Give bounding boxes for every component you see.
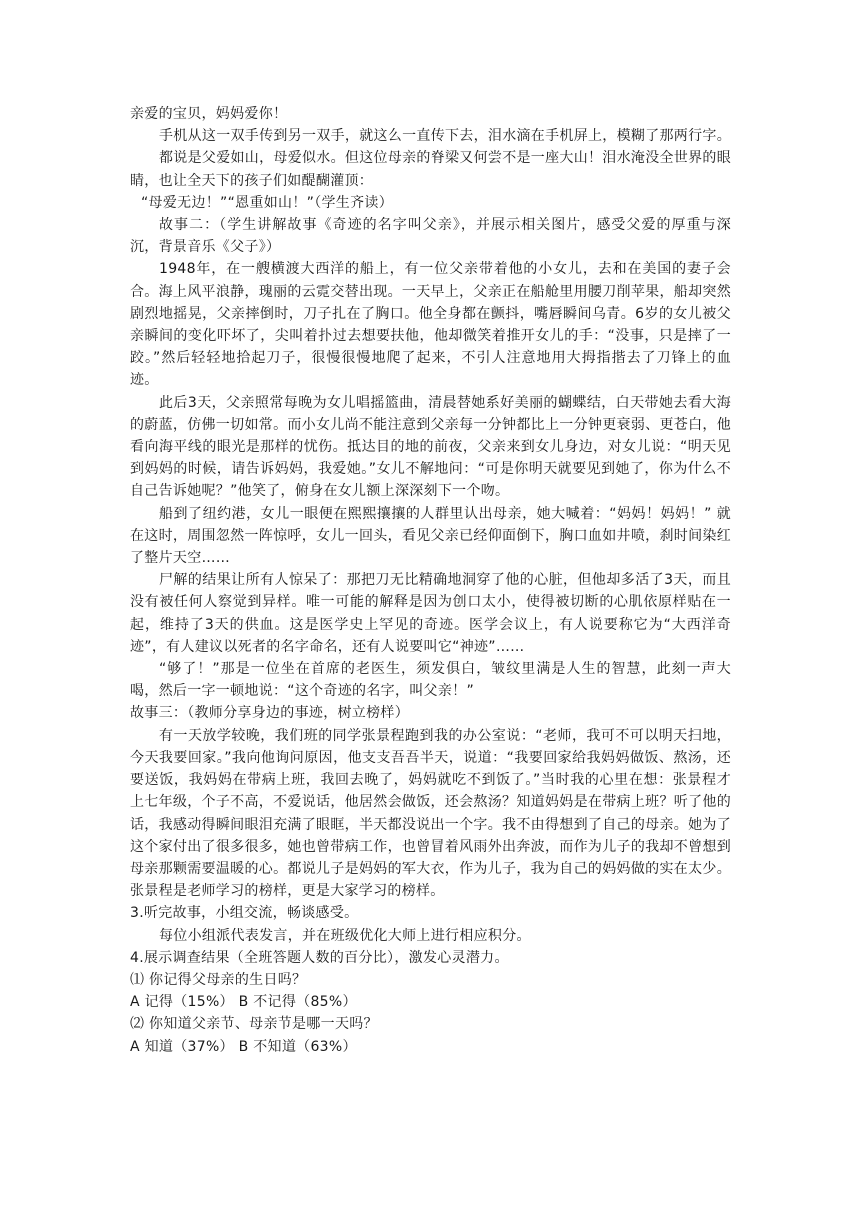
section-heading: 3.听完故事，小组交流，畅谈感受。 xyxy=(130,905,359,922)
paragraph: 船到了纽约港，女儿一眼便在熙熙攘攘的人群里认出母亲，她大喊着：“妈妈！妈妈！” 就在这时，周围忽然一阵惊呼，女儿一回头，看见父亲已经仰面倒下，胸口血如井喷，刹时间染红了整片天空…… xyxy=(130,505,731,567)
document-page xyxy=(130,103,731,1058)
paragraph: 故事二：（学生讲解故事《奇迹的名字叫父亲》，并展示相关图片，感受父爱的厚重与深沉，背景音乐《父子》） xyxy=(130,217,731,256)
survey-answer: A 知道（37%） B 不知道（63%） xyxy=(130,1038,357,1055)
paragraph: 有一天放学较晚，我们班的同学张景程跑到我的办公室说：“老师，我可不可以明天扫地，今天我要回家。”我向他询问原因，他支支吾吾半天，说道：“我要回家给我妈妈做饭、熬汤，还要送饭，我妈妈在带病上班，我回去晚了，妈妈就吃不到饭了。”当时我的心里在想：张景程才上七年级，个子不高，不爱说话，他居然会做饭，还会熬汤？知道妈妈是在带病上班？听了他的话，我感动得瞬间眼泪充满了眼眶，半天都没说出一个字。我不由得想到了自己的母亲。她为了这个家付出了很多很多，她也曾带病工作，也曾冒着风雨外出奔波，而作为儿子的我却不曾想到母亲那颗需要温暖的心。都说儿子是妈妈的军大衣，作为儿子，我为自己的妈妈做的实在太少。张景程是老师学习的榜样，更是大家学习的榜样。 xyxy=(130,727,731,900)
paragraph: “够了！”那是一位坐在首席的老医生，须发俱白，皱纹里满是人生的智慧，此刻一声大喝，然后一字一顿地说：“这个奇迹的名字，叫父亲！” xyxy=(130,661,731,700)
survey-question: ⑴ 你记得父母亲的生日吗？ xyxy=(130,971,307,988)
section-heading: 故事三：（教师分享身边的事迹，树立榜样） xyxy=(130,705,409,722)
survey-answer: A 记得（15%） B 不记得（85%） xyxy=(130,994,357,1011)
paragraph: 1948年，在一艘横渡大西洋的船上，有一位父亲带着他的小女儿，去和在美国的妻子会合。海上风平浪静，瑰丽的云霓交替出现。一天早上，父亲正在船舱里用腰刀削苹果，船却突然剧烈地摇晃，父亲摔倒时，刀子扎在了胸口。他全身都在颤抖，嘴唇瞬间乌青。6岁的女儿被父亲瞬间的变化吓坏了，尖叫着扑过去想要扶他，他却微笑着推开女儿的手：“没事，只是摔了一跤。”然后轻轻地拾起刀子，很慢很慢地爬了起来，不引人注意地用大拇指揩去了刀锋上的血迹。 xyxy=(130,261,731,389)
paragraph: “母爱无边！”“恩重如山！”（学生齐读） xyxy=(141,194,394,211)
section-heading: 4.展示调查结果（全班答题人数的百分比），激发心灵潜力。 xyxy=(130,949,509,966)
paragraph: 每位小组派代表发言，并在班级优化大师上进行相应积分。 xyxy=(159,927,531,944)
paragraph: 此后3天，父亲照常每晚为女儿唱摇篮曲，清晨替她系好美丽的蝴蝶结，白天带她去看大海的蔚蓝，仿佛一切如常。而小女儿尚不能注意到父亲每一分钟都比上一分钟更衰弱、更苍白，他看向海平线的眼光是那样的忧伤。抵达目的地的前夜，父亲来到女儿身边，对女儿说：“明天见到妈妈的时候，请告诉妈妈，我爱她。”女儿不解地问：“可是你明天就要见到她了，你为什么不自己告诉她呢？”他笑了，俯身在女儿额上深深刻下一个吻。 xyxy=(130,394,731,500)
paragraph: 手机从这一双手传到另一双手，就这么一直传下去，泪水滴在手机屏上，模糊了那两行字。 xyxy=(159,128,731,145)
paragraph: 尸解的结果让所有人惊呆了：那把刀无比精确地洞穿了他的心脏，但他却多活了3天，而且没有被任何人察觉到异样。唯一可能的解释是因为创口太小，使得被切断的心肌依原样贴在一起，维持了3天的供血。这是医学史上罕见的奇迹。医学会议上，有人说要称它为“大西洋奇迹”，有人建议以死者的名字命名，还有人说要叫它“神迹”…… xyxy=(130,572,731,655)
paragraph: 亲爱的宝贝，妈妈爱你！ xyxy=(130,106,288,122)
survey-question: ⑵ 你知道父亲节、母亲节是哪一天吗？ xyxy=(130,1016,378,1033)
paragraph: 都说是父爱如山，母爱似水。但这位母亲的脊梁又何尝不是一座大山！泪水淹没全世界的眼睛，也让全天下的孩子们如醍醐灌顶： xyxy=(130,150,731,189)
